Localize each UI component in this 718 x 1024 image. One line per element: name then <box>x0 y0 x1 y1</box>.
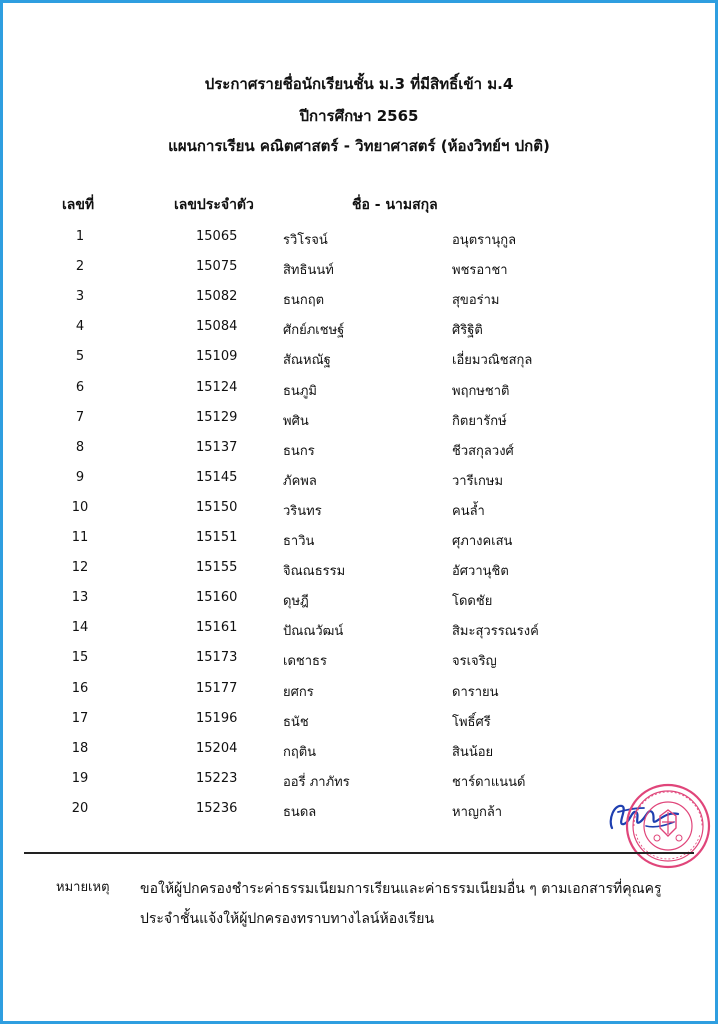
note-label: หมายเหตุ <box>56 880 110 895</box>
student-number: 15 <box>71 650 89 666</box>
student-last-name: ชาร์ดาแนนด์ <box>452 774 526 790</box>
student-first-name: วรินทร <box>283 503 322 519</box>
student-first-name: จิณณธรรม <box>283 564 346 580</box>
student-id: 15084 <box>196 319 238 335</box>
student-last-name: เอี่ยมวณิชสกุล <box>452 353 533 369</box>
student-row <box>0 410 718 434</box>
student-last-name: สุขอร่าม <box>452 293 500 309</box>
student-id: 15223 <box>196 770 238 786</box>
student-number: 3 <box>75 289 85 305</box>
section-divider <box>24 852 694 854</box>
student-id: 15124 <box>196 379 238 395</box>
student-number: 12 <box>71 560 89 576</box>
student-row <box>0 590 718 614</box>
student-last-name: โพธิ์ศรี <box>452 714 491 730</box>
student-id: 15177 <box>196 680 238 696</box>
student-number: 6 <box>75 379 85 395</box>
student-id: 15161 <box>196 620 238 636</box>
student-number: 18 <box>71 740 89 756</box>
student-row <box>0 620 718 644</box>
student-id: 15109 <box>196 349 238 365</box>
student-last-name: ดารายน <box>452 684 499 700</box>
student-number: 11 <box>71 530 89 545</box>
student-first-name: ภัคพล <box>283 473 317 489</box>
student-id: 15196 <box>196 710 238 726</box>
student-id: 15145 <box>196 469 238 485</box>
student-id: 15150 <box>196 499 238 515</box>
student-last-name: กิตยารักษ์ <box>452 413 507 429</box>
student-last-name: คนล้ำ <box>452 503 485 519</box>
student-number: 14 <box>71 620 89 636</box>
column-header-name: ชื่อ - นามสกุล <box>352 197 438 213</box>
student-row <box>0 289 718 313</box>
announcement-title: ประกาศรายชื่อนักเรียนชั้น ม.3 ที่มีสิทธิ์เข้า ม.4 <box>204 75 514 93</box>
student-last-name: พชรอาชา <box>452 263 508 279</box>
student-number: 20 <box>71 800 89 816</box>
student-first-name: ธนกฤต <box>283 293 325 309</box>
student-id: 15160 <box>196 590 238 606</box>
student-number: 16 <box>71 680 89 696</box>
student-row <box>0 470 718 494</box>
student-first-name: สัณหณัฐ <box>283 353 331 369</box>
student-row <box>0 500 718 524</box>
student-number: 17 <box>71 710 89 726</box>
student-first-name: ธาวิน <box>283 534 315 549</box>
student-id: 15236 <box>196 800 238 816</box>
student-row <box>0 259 718 283</box>
student-last-name: อนุตรานุกูล <box>452 233 517 248</box>
student-last-name: ชีวสกุลวงศ์ <box>452 443 514 459</box>
student-id: 15129 <box>196 409 238 425</box>
student-row <box>0 319 718 343</box>
student-number: 1 <box>75 229 85 244</box>
student-row <box>0 681 718 705</box>
student-row <box>0 530 718 554</box>
student-last-name: พฤกษชาติ <box>452 383 510 399</box>
student-number: 5 <box>75 349 85 365</box>
student-number: 2 <box>75 259 85 275</box>
academic-year: ปีการศึกษา 2565 <box>299 107 419 125</box>
student-first-name: ธนดล <box>283 804 317 820</box>
student-first-name: สิทธินนท์ <box>283 263 334 279</box>
column-header-number: เลขที่ <box>62 197 95 213</box>
student-last-name: ศุภางคเสน <box>452 534 513 549</box>
student-row <box>0 741 718 765</box>
student-first-name: ยศกร <box>283 684 314 700</box>
student-row <box>0 711 718 735</box>
student-row <box>0 349 718 373</box>
student-id: 15151 <box>196 530 238 545</box>
school-seal <box>624 782 712 870</box>
student-row <box>0 440 718 464</box>
student-number: 13 <box>71 590 89 606</box>
student-row <box>0 560 718 584</box>
student-first-name: พศิน <box>283 413 309 429</box>
student-last-name: สินน้อย <box>452 744 494 760</box>
student-first-name: ธนัช <box>283 714 309 730</box>
student-first-name: ออรี่ ภาภัทร <box>283 774 350 790</box>
student-number: 4 <box>75 319 85 335</box>
student-id: 15173 <box>196 650 238 666</box>
student-first-name: กฤติน <box>283 744 317 760</box>
student-row <box>0 380 718 404</box>
student-number: 10 <box>71 499 89 515</box>
student-id: 15065 <box>196 229 238 244</box>
column-header-student-id: เลขประจำตัว <box>174 197 254 213</box>
student-id: 15204 <box>196 740 238 756</box>
student-number: 7 <box>75 409 85 425</box>
student-id: 15082 <box>196 289 238 305</box>
student-first-name: ดุษฎี <box>283 594 309 610</box>
student-row <box>0 650 718 674</box>
student-first-name: ธนภูมิ <box>283 383 317 399</box>
student-first-name: ปัณณวัฒน์ <box>283 624 344 640</box>
student-last-name: วารีเกษม <box>452 473 504 489</box>
student-first-name: รวิโรจน์ <box>283 233 328 248</box>
student-last-name: โดดชัย <box>452 594 493 610</box>
student-last-name: จรเจริญ <box>452 654 497 670</box>
student-row <box>0 229 718 253</box>
student-last-name: สิมะสุวรรณรงค์ <box>452 624 539 640</box>
student-number: 9 <box>75 469 85 485</box>
student-first-name: เดชาธร <box>283 654 327 670</box>
student-first-name: ศักย์ภเชษฐ์ <box>283 323 345 339</box>
student-number: 19 <box>71 770 89 786</box>
student-id: 15155 <box>196 560 238 576</box>
student-last-name: หาญกล้า <box>452 804 503 820</box>
student-id: 15137 <box>196 439 238 455</box>
student-last-name: อัศวานุชิต <box>452 564 509 580</box>
student-last-name: ศิริฐิติ <box>452 323 483 339</box>
study-program: แผนการเรียน คณิตศาสตร์ - วิทยาศาสตร์ (ห้องวิทย์ฯ ปกติ) <box>168 137 550 155</box>
student-first-name: ธนกร <box>283 443 315 459</box>
note-text: ขอให้ผู้ปกครองชำระค่าธรรมเนียมการเรียนและค่าธรรมเนียมอื่น ๆ ตามเอกสารที่คุณครูประจำชั้นแจ้งให้ผู้ปกครองทราบทางไลน์ห้องเรียน <box>140 881 662 927</box>
student-number: 8 <box>75 439 85 455</box>
student-id: 15075 <box>196 259 238 275</box>
